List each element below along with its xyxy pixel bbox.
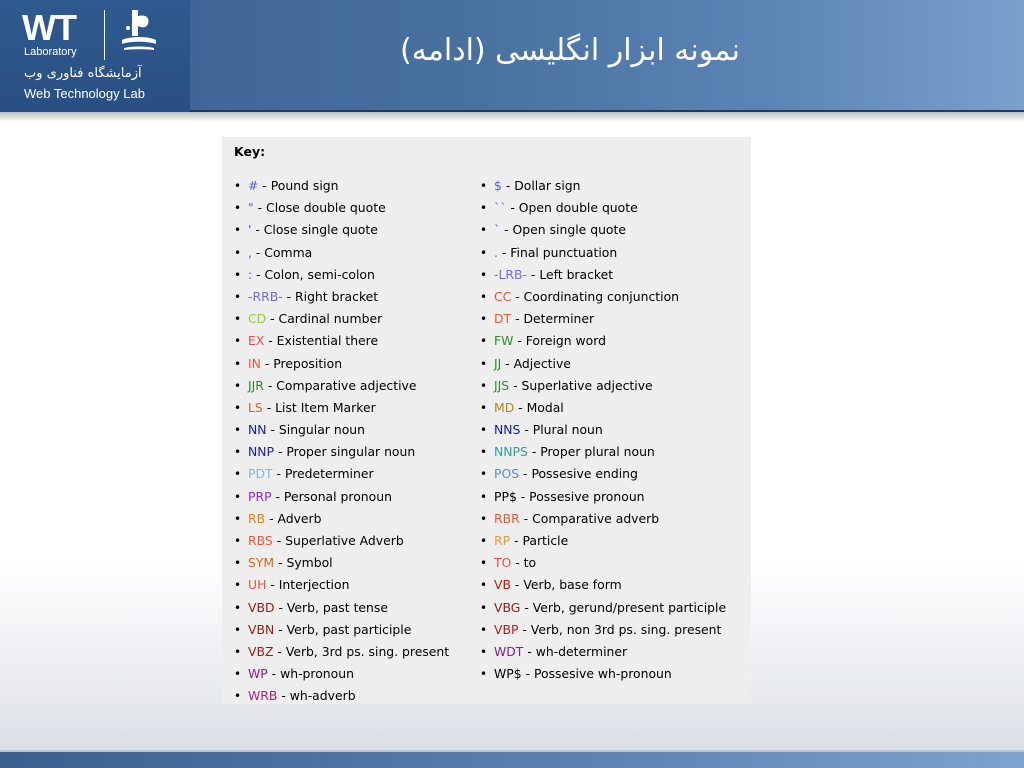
bullet-icon: •	[234, 467, 242, 482]
pos-description: - Cardinal number	[266, 311, 383, 327]
pos-description: - Final punctuation	[497, 244, 618, 260]
pos-tag: VBP	[494, 621, 519, 637]
bullet-icon: •	[234, 423, 242, 438]
pos-description: - Open double quote	[506, 200, 638, 216]
pos-tag: NN	[248, 422, 267, 438]
bullet-icon: •	[480, 223, 488, 238]
pos-tag: FW	[494, 333, 514, 349]
pos-description: - Existential there	[264, 333, 379, 349]
pos-description: - Adjective	[501, 355, 571, 371]
key-item	[234, 308, 484, 330]
bullet-icon: •	[234, 223, 242, 238]
key-item	[234, 219, 484, 241]
key-item	[234, 508, 484, 530]
pos-tag: VBZ	[248, 643, 274, 659]
bullet-icon: •	[234, 667, 242, 682]
bullet-icon: •	[234, 356, 242, 371]
bullet-icon: •	[480, 400, 488, 415]
bullet-icon: •	[234, 245, 242, 260]
bullet-icon: •	[480, 556, 488, 571]
key-item	[234, 419, 484, 441]
key-item	[234, 375, 484, 397]
pos-tag: CD	[248, 311, 267, 327]
pos-description: - Adverb	[265, 510, 322, 526]
pos-tag: MD	[494, 399, 515, 415]
pos-description: - Verb, base form	[510, 577, 622, 593]
pos-description: - Verb, gerund/present participle	[520, 599, 727, 615]
bullet-icon: •	[234, 289, 242, 304]
key-item	[480, 530, 748, 552]
pos-tag: WP$	[494, 666, 522, 682]
key-item	[480, 419, 748, 441]
pos-description: - Superlative adjective	[509, 377, 653, 393]
pos-description: - Proper singular noun	[274, 444, 416, 460]
bullet-icon: •	[234, 644, 242, 659]
key-item	[480, 219, 748, 241]
pos-tag: WDT	[494, 643, 524, 659]
lab-logo	[0, 0, 190, 112]
pos-description: - List Item Marker	[262, 399, 376, 415]
bullet-icon: •	[480, 667, 488, 682]
pos-tag: VBD	[248, 599, 275, 615]
pos-tag: RBR	[494, 510, 520, 526]
pos-tag: SYM	[248, 555, 275, 571]
header-shadow	[0, 112, 1024, 122]
pos-description: - Open single quote	[500, 222, 626, 238]
key-item	[480, 375, 748, 397]
pos-description: - Predeterminer	[272, 466, 374, 482]
key-item	[480, 619, 748, 641]
pos-tag: TO	[494, 555, 512, 571]
pos-tag: "	[248, 200, 254, 216]
pos-tag: '	[248, 222, 252, 238]
pos-tag: :	[248, 266, 253, 282]
bullet-icon: •	[480, 289, 488, 304]
key-item	[234, 286, 484, 308]
key-item	[480, 242, 748, 264]
bullet-icon: •	[234, 534, 242, 548]
bullet-icon: •	[234, 267, 242, 282]
pos-description: - Plural noun	[520, 422, 603, 438]
bullet-icon: •	[234, 689, 242, 704]
pos-description: - Singular noun	[266, 422, 365, 438]
pos-description: - Right bracket	[282, 288, 379, 304]
bullet-icon: •	[234, 334, 242, 349]
key-item	[234, 242, 484, 264]
pos-tag: CC	[494, 288, 512, 304]
pos-tag: VBG	[494, 599, 521, 615]
key-item	[234, 197, 484, 219]
bullet-icon: •	[234, 179, 242, 193]
bullet-icon: •	[480, 511, 488, 526]
pos-tag: POS	[494, 466, 520, 482]
bullet-icon: •	[234, 556, 242, 571]
pos-description: - Left bracket	[526, 266, 614, 282]
key-item	[234, 619, 484, 641]
key-item	[480, 286, 748, 308]
key-item	[480, 597, 748, 619]
bullet-icon: •	[234, 578, 242, 593]
key-item	[480, 552, 748, 574]
bullet-icon: •	[234, 201, 242, 216]
bullet-icon: •	[480, 201, 488, 216]
pos-tag: JJ	[494, 355, 502, 371]
key-item	[234, 175, 484, 197]
pos-tag: EX	[248, 333, 265, 349]
logo-laboratory-text: Laboratory	[24, 46, 77, 58]
key-item	[234, 441, 484, 463]
pos-tag: NNS	[494, 422, 521, 438]
pos-description: - Comparative adverb	[519, 510, 660, 526]
bullet-icon: •	[480, 378, 488, 393]
bullet-icon: •	[480, 356, 488, 371]
pos-description: - Close single quote	[251, 222, 378, 238]
pos-tag: PRP	[248, 488, 272, 504]
pos-description: - Personal pronoun	[271, 488, 392, 504]
key-item	[234, 574, 484, 596]
pos-description: - Modal	[514, 399, 564, 415]
bullet-icon: •	[234, 378, 242, 393]
key-list-right	[480, 175, 748, 685]
pos-tag: .	[494, 244, 498, 260]
pos-description: - Comma	[251, 244, 313, 260]
pos-tag-key-panel	[222, 137, 751, 704]
bullet-icon: •	[480, 423, 488, 438]
bullet-icon: •	[234, 600, 242, 615]
pos-tag: ``	[494, 200, 507, 216]
pos-description: - Verb, past participle	[274, 621, 412, 637]
pos-description: - Verb, past tense	[274, 599, 388, 615]
pos-tag: $	[494, 178, 502, 193]
pos-description: - wh-pronoun	[267, 666, 354, 682]
pos-tag: PP$	[494, 488, 517, 504]
pos-description: - wh-adverb	[277, 688, 356, 704]
bullet-icon: •	[234, 511, 242, 526]
bullet-icon: •	[480, 334, 488, 349]
pos-tag: LS	[248, 399, 263, 415]
pos-description: - Proper plural noun	[527, 444, 655, 460]
pos-tag: JJS	[494, 377, 510, 393]
key-item	[480, 463, 748, 485]
key-item	[480, 441, 748, 463]
pos-description: - Interjection	[266, 577, 350, 593]
key-item	[480, 641, 748, 663]
logo-persian-text: آزمایشگاه فناوری وب	[24, 66, 142, 81]
bullet-icon: •	[480, 644, 488, 659]
pos-description: - Determiner	[511, 311, 595, 327]
pos-tag: RP	[494, 533, 511, 548]
bullet-icon: •	[234, 622, 242, 637]
bullet-icon: •	[234, 400, 242, 415]
logo-english-text: Web Technology Lab	[24, 86, 145, 101]
pos-tag: NNPS	[494, 444, 528, 460]
key-item	[234, 641, 484, 663]
key-item	[234, 530, 484, 552]
pos-tag: IN	[248, 355, 261, 371]
key-item	[480, 486, 748, 508]
key-title: Key:	[234, 144, 266, 159]
pos-description: - Close double quote	[253, 200, 386, 216]
key-item	[480, 397, 748, 419]
key-item	[234, 552, 484, 574]
key-item	[234, 397, 484, 419]
key-item	[480, 353, 748, 375]
key-item	[234, 463, 484, 485]
pos-tag: VB	[494, 577, 511, 593]
key-item	[234, 486, 484, 508]
key-item	[480, 663, 748, 685]
key-item	[234, 597, 484, 619]
pos-description: - Symbol	[274, 555, 333, 571]
key-list-left	[234, 175, 484, 708]
bullet-icon: •	[480, 467, 488, 482]
pos-tag: RB	[248, 510, 266, 526]
key-item	[234, 330, 484, 352]
footer-bar	[0, 752, 1024, 768]
pos-tag: DT	[494, 311, 512, 327]
bullet-icon: •	[234, 312, 242, 327]
pos-tag: RBS	[248, 533, 273, 548]
pos-description: - Colon, semi-colon	[252, 266, 375, 282]
key-item	[480, 175, 748, 197]
key-item	[234, 264, 484, 286]
key-item	[480, 330, 748, 352]
bullet-icon: •	[480, 534, 488, 548]
pos-tag: VBN	[248, 621, 275, 637]
logo-wt-text: WT	[22, 7, 76, 48]
pos-description: - Verb, 3rd ps. sing. present	[273, 643, 450, 659]
pos-description: - Particle	[510, 533, 569, 548]
key-item	[234, 685, 484, 707]
pos-description: - Possesive wh-pronoun	[521, 666, 672, 682]
slide-title: نمونه ابزار انگلیسی (ادامه)	[400, 33, 740, 68]
pos-description: - to	[511, 555, 537, 571]
pos-tag: -RRB-	[248, 288, 283, 304]
bullet-icon: •	[480, 245, 488, 260]
university-emblem-icon	[114, 6, 164, 58]
bullet-icon: •	[480, 622, 488, 637]
key-item	[480, 197, 748, 219]
bullet-icon: •	[480, 600, 488, 615]
pos-description: - Possesive pronoun	[516, 488, 645, 504]
pos-tag: PDT	[248, 466, 273, 482]
bullet-icon: •	[480, 179, 488, 193]
pos-description: - Coordinating conjunction	[511, 288, 680, 304]
bullet-icon: •	[480, 312, 488, 327]
bullet-icon: •	[480, 578, 488, 593]
pos-description: - wh-determiner	[523, 643, 628, 659]
pos-description: - Comparative adjective	[263, 377, 417, 393]
key-item	[480, 574, 748, 596]
pos-tag: UH	[248, 577, 267, 593]
bullet-icon: •	[480, 489, 488, 504]
key-item	[234, 663, 484, 685]
pos-tag: WP	[248, 666, 268, 682]
key-item	[480, 508, 748, 530]
logo-divider	[104, 10, 105, 60]
key-item	[234, 353, 484, 375]
pos-tag: -LRB-	[494, 266, 527, 282]
pos-description: - Possesive ending	[519, 466, 638, 482]
pos-description: - Preposition	[260, 355, 343, 371]
bullet-icon: •	[480, 267, 488, 282]
key-item	[480, 264, 748, 286]
key-item	[480, 308, 748, 330]
pos-tag: `	[494, 222, 501, 238]
bullet-icon: •	[234, 489, 242, 504]
pos-tag: WRB	[248, 688, 278, 704]
bullet-icon: •	[234, 445, 242, 460]
bullet-icon: •	[480, 445, 488, 460]
pos-description: - Verb, non 3rd ps. sing. present	[518, 621, 722, 637]
pos-tag: JJR	[248, 377, 264, 393]
pos-tag: NNP	[248, 444, 275, 460]
pos-description: - Dollar sign	[501, 178, 581, 193]
pos-tag: ,	[248, 244, 252, 260]
pos-description: - Foreign word	[513, 333, 607, 349]
pos-tag: #	[248, 178, 259, 193]
pos-description: - Superlative Adverb	[272, 533, 404, 548]
pos-description: - Pound sign	[258, 178, 339, 193]
